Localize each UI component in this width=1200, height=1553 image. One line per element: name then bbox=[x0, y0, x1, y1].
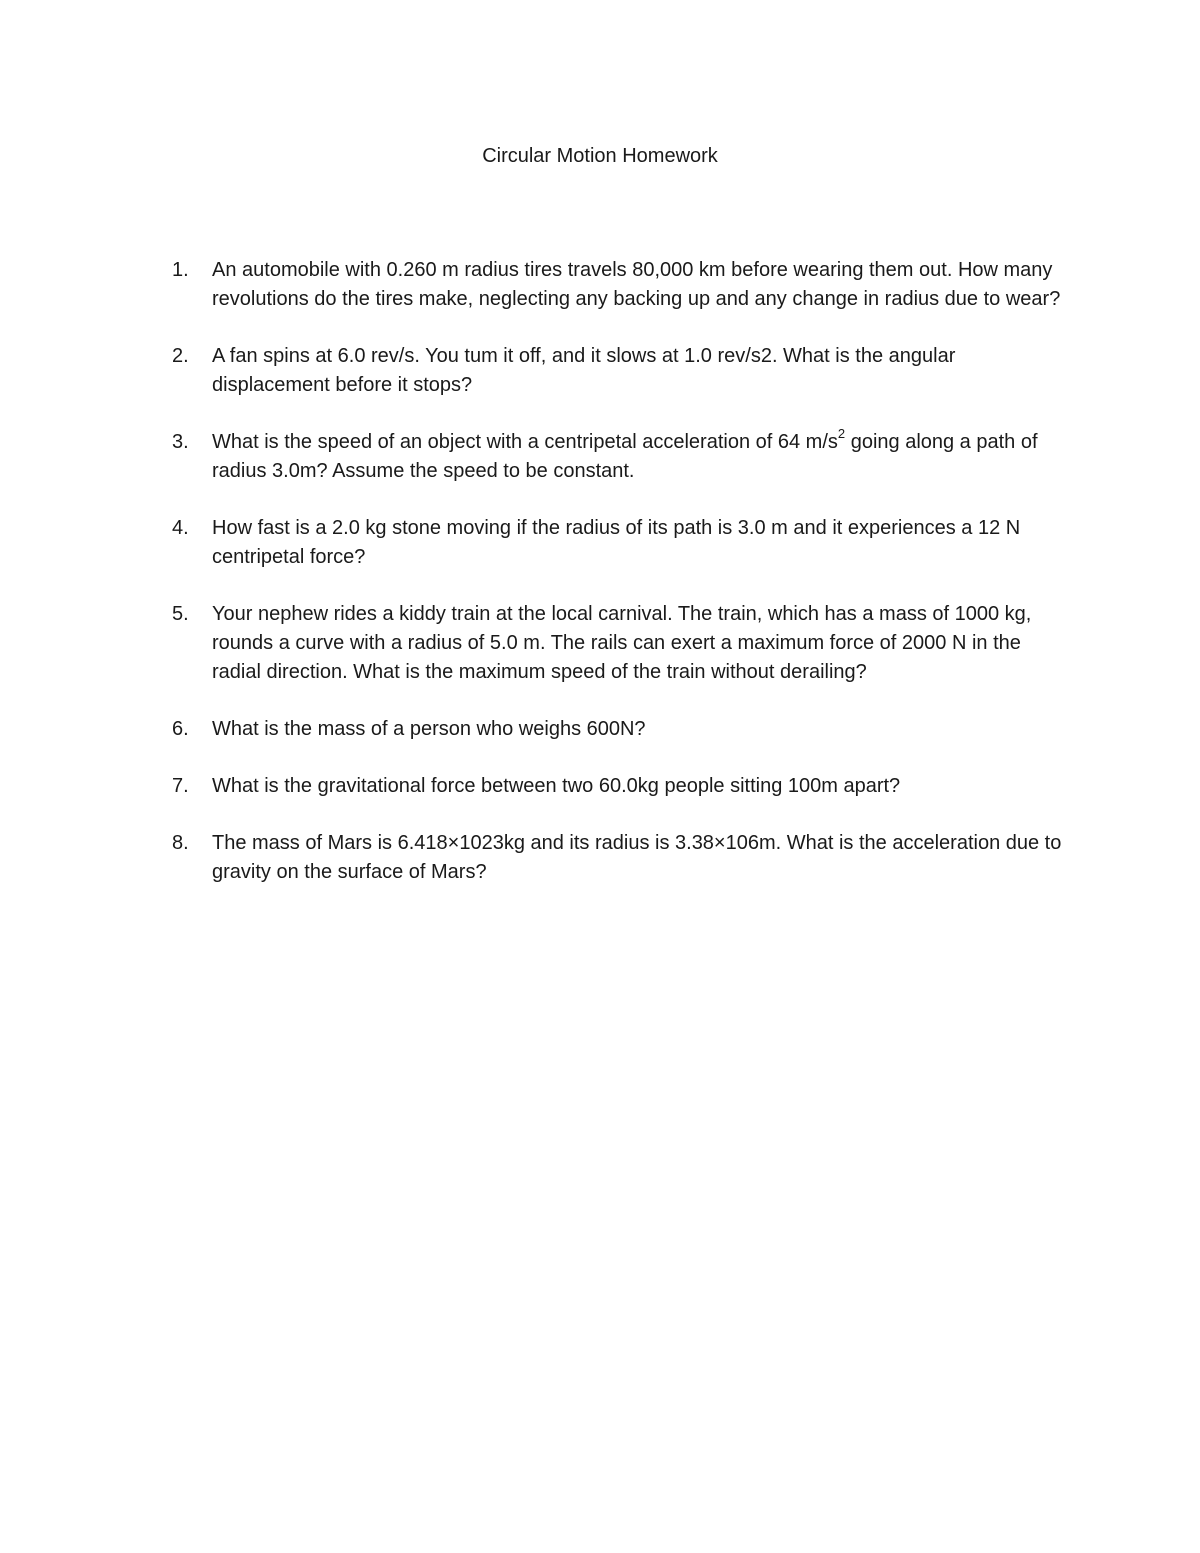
question-item bbox=[172, 772, 1072, 801]
question-text bbox=[212, 426, 1038, 482]
question-item bbox=[172, 428, 1072, 486]
page-title: Circular Motion Homework bbox=[482, 145, 718, 167]
question-number: 1. bbox=[172, 259, 189, 281]
question-text: What is the gravitational force between two 60.0kg people sitting 100m apart? bbox=[212, 775, 901, 797]
question-item bbox=[172, 829, 1072, 887]
question-item bbox=[172, 715, 1072, 744]
question-number: 2. bbox=[172, 345, 189, 367]
question-item bbox=[172, 514, 1072, 572]
question-item bbox=[172, 342, 1072, 400]
question-text: A fan spins at 6.0 rev/s. You tum it off, and it slows at 1.0 rev/s2. What is the angular displacement before it stops? bbox=[212, 345, 956, 396]
superscript: 2 bbox=[837, 426, 846, 442]
question-number: 4. bbox=[172, 517, 189, 539]
question-number: 6. bbox=[172, 718, 189, 740]
question-text-part: going along a path of radius 3.0m? Assume the speed to be constant. bbox=[212, 431, 1038, 482]
question-number: 5. bbox=[172, 603, 189, 625]
question-number: 7. bbox=[172, 775, 189, 797]
question-text: Your nephew rides a kiddy train at the local carnival. The train, which has a mass of 1000 kg, rounds a curve with a radius of 5.0 m. The rails can exert a maximum force of 2000 N in the radial direction. What is the maximum speed of the train without derailing? bbox=[212, 603, 1032, 683]
question-number: 3. bbox=[172, 431, 189, 453]
question-text: The mass of Mars is 6.418×1023kg and its radius is 3.38×106m. What is the acceleration due to gravity on the surface of Mars? bbox=[212, 832, 1062, 883]
question-text: What is the mass of a person who weighs 600N? bbox=[212, 718, 646, 740]
question-text: An automobile with 0.260 m radius tires travels 80,000 km before wearing them out. How many revolutions do the tires make, neglecting any backing up and any change in radius due to wear? bbox=[212, 259, 1061, 310]
question-text: How fast is a 2.0 kg stone moving if the radius of its path is 3.0 m and it experiences a 12 N centripetal force? bbox=[212, 517, 1021, 568]
question-item bbox=[172, 256, 1072, 314]
question-item bbox=[172, 600, 1072, 687]
question-list bbox=[172, 256, 1072, 915]
question-number: 8. bbox=[172, 832, 189, 854]
question-text-part: What is the speed of an object with a centripetal acceleration of 64 m/s bbox=[212, 431, 838, 453]
